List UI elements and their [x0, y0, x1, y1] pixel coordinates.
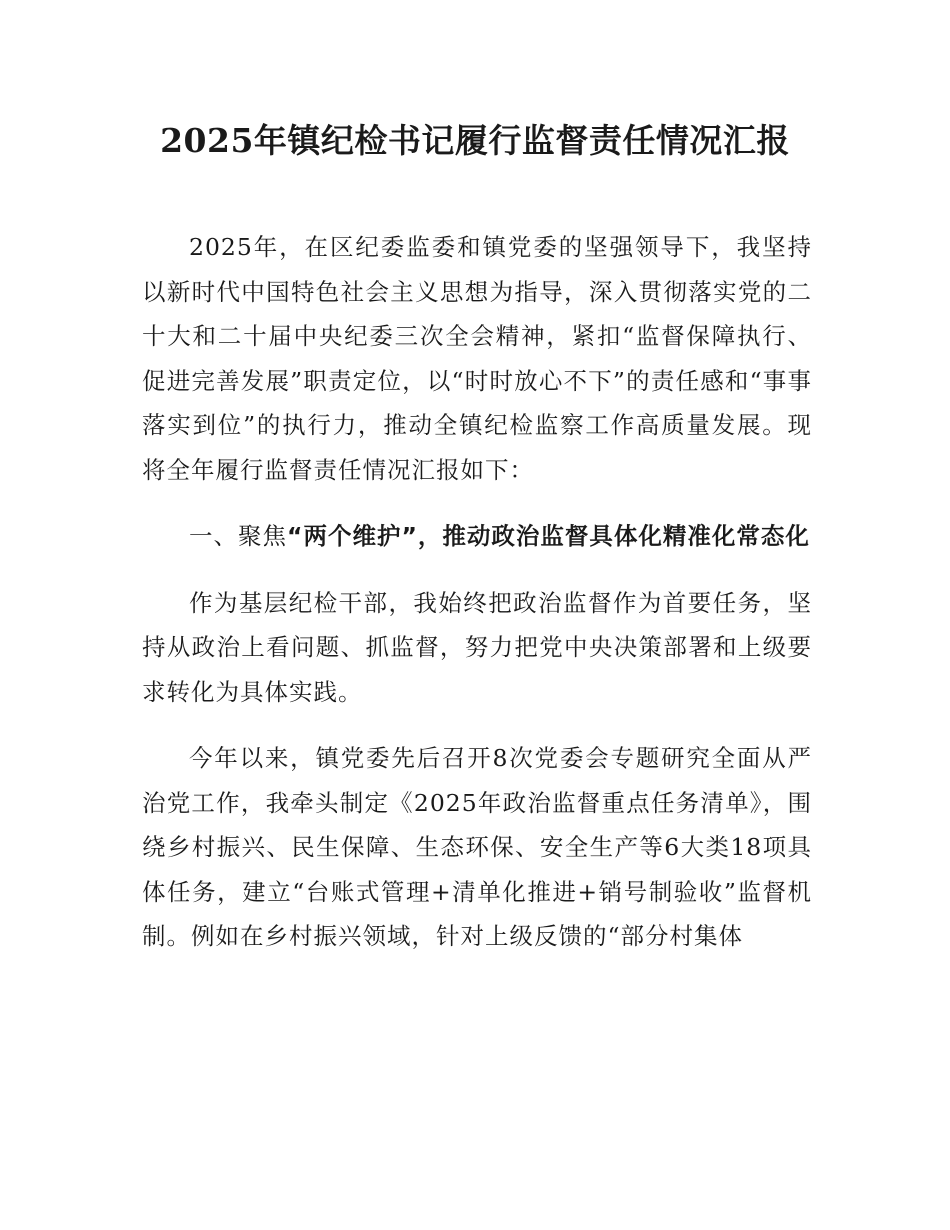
- intro-paragraph: 2025年，在区纪委监委和镇党委的坚强领导下，我坚持以新时代中国特色社会主义思想为指导，深入贯彻落实党的二十大和二十届中央纪委三次全会精神，紧扣“监督保障执行、促进完善发展”职责定位，以“时时放心不下”的责任感和“事事落实到位”的执行力，推动全镇纪检监察工作高质量发展。现将全年履行监督责任情况汇报如下：: [142, 233, 812, 484]
- section-heading-1: [142, 514, 812, 559]
- section1-paragraph-1: 作为基层纪检干部，我始终把政治监督作为首要任务，坚持从政治上看问题、抓监督，努力把党中央决策部署和上级要求转化为具体实践。: [142, 588, 812, 706]
- section-heading-number: 一、聚焦: [189, 522, 287, 550]
- section1-paragraph-2: 今年以来，镇党委先后召开8次党委会专题研究全面从严治党工作，我牵头制定《2025年政治监督重点任务清单》，围绕乡村振兴、民生保障、生态环保、安全生产等6大类18项具体任务，建立“台账式管理+清单化推进+销号制验收”监督机制。例如在乡村振兴领域，针对上级反馈的“部分村集体: [142, 744, 812, 950]
- document-body: [142, 225, 812, 981]
- section-heading-text: “两个维护”，推动政治监督具体化精准化常态化: [287, 522, 810, 550]
- document-title: 2025年镇纪检书记履行监督责任情况汇报: [160, 121, 790, 160]
